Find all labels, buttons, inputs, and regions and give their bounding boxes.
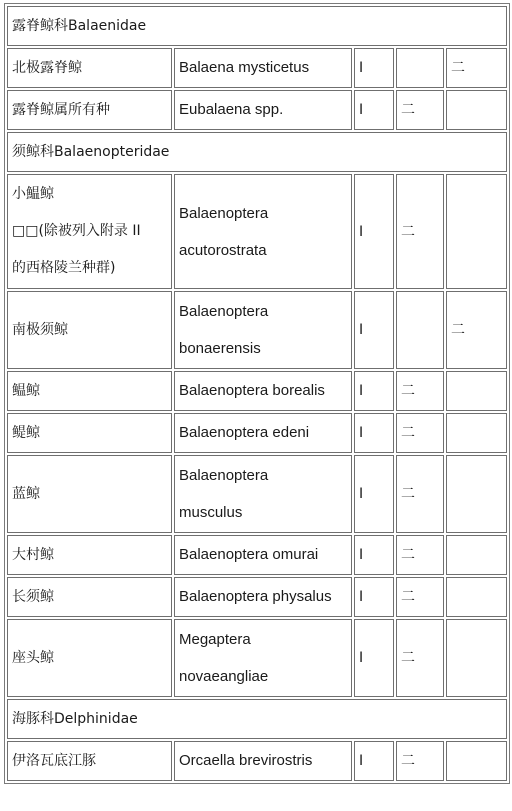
scientific-name-line: Balaenoptera physalus: [179, 588, 332, 605]
scientific-name-cell: [174, 577, 352, 617]
scientific-name-line: Balaenoptera omurai: [179, 546, 319, 563]
appendix-cell: I: [354, 413, 394, 453]
chinese-name-cell: [7, 371, 172, 411]
protection-level-cell: 二: [446, 48, 507, 88]
chinese-name-line: 鳀鲸: [12, 425, 40, 441]
scientific-name-line: acutorostrata: [179, 241, 267, 259]
family-heading: 须鲸科Balaenopteridae: [7, 132, 507, 172]
protection-level-cell: [446, 619, 507, 697]
appendix-cell: I: [354, 619, 394, 697]
scientific-name-line: novaeangliae: [179, 668, 269, 685]
protection-level-cell: [446, 174, 507, 289]
scientific-name-cell: [174, 48, 352, 88]
scientific-name-line: Balaenoptera: [179, 467, 269, 484]
scientific-name-line: musculus: [179, 504, 243, 521]
family-row: [7, 699, 507, 739]
species-row: [7, 371, 507, 411]
protection-level-cell: 二: [396, 577, 444, 617]
chinese-name-line: 南极须鲸: [12, 321, 68, 338]
chinese-name-line: 蓝鲸: [12, 485, 40, 502]
species-row: [7, 619, 507, 697]
chinese-name-cell: [7, 48, 172, 88]
scientific-name-cell: [174, 174, 352, 289]
appendix-cell: I: [354, 577, 394, 617]
species-row: [7, 174, 507, 289]
scientific-name-cell: [174, 455, 352, 533]
scientific-name-line: Balaenoptera edeni: [179, 424, 310, 441]
species-row: [7, 90, 507, 130]
species-table-body: [7, 6, 507, 781]
chinese-name-line: □□(除被列入附录 II: [12, 223, 141, 239]
protection-level-cell: 二: [396, 371, 444, 411]
appendix-cell: I: [354, 90, 394, 130]
family-heading: 海豚科Delphinidae: [7, 699, 507, 739]
scientific-name-cell: [174, 741, 352, 781]
scientific-name-line: Orcaella brevirostris: [179, 752, 313, 769]
scientific-name-cell: [174, 90, 352, 130]
protection-level-cell: [446, 371, 507, 411]
scientific-name-cell: [174, 291, 352, 369]
chinese-name-line: 伊洛瓦底江豚: [12, 753, 96, 769]
scientific-name-line: Balaena mysticetus: [179, 59, 310, 76]
species-row: [7, 741, 507, 781]
scientific-name-line: Megaptera: [179, 631, 251, 648]
scientific-name-line: bonaerensis: [179, 340, 261, 357]
protection-level-cell: [446, 455, 507, 533]
scientific-name-cell: [174, 619, 352, 697]
chinese-name-cell: [7, 619, 172, 697]
appendix-cell: I: [354, 174, 394, 289]
protection-level-cell: 二: [396, 455, 444, 533]
protection-level-cell: 二: [396, 90, 444, 130]
chinese-name-cell: [7, 535, 172, 575]
chinese-name-cell: [7, 413, 172, 453]
protection-level-cell: [446, 535, 507, 575]
species-row: [7, 455, 507, 533]
family-row: [7, 132, 507, 172]
chinese-name-line: 北极露脊鲸: [12, 60, 82, 76]
protection-level-cell: [396, 291, 444, 369]
species-table: [4, 3, 510, 784]
protection-level-cell: [446, 90, 507, 130]
appendix-cell: I: [354, 455, 394, 533]
chinese-name-line: 鳁鲸: [12, 383, 40, 399]
species-row: [7, 577, 507, 617]
scientific-name-line: Balaenoptera: [179, 303, 269, 320]
chinese-name-line: 座头鲸: [12, 649, 54, 666]
protection-level-cell: [446, 413, 507, 453]
chinese-name-line: 的西格陵兰种群): [12, 260, 116, 276]
scientific-name-line: Eubalaena spp.: [179, 101, 284, 118]
appendix-cell: I: [354, 371, 394, 411]
species-row: [7, 291, 507, 369]
species-row: [7, 535, 507, 575]
chinese-name-cell: [7, 90, 172, 130]
appendix-cell: I: [354, 291, 394, 369]
protection-level-cell: [446, 577, 507, 617]
scientific-name-line: Balaenoptera: [179, 204, 269, 222]
family-heading: 露脊鲸科Balaenidae: [7, 6, 507, 46]
family-row: [7, 6, 507, 46]
chinese-name-line: 大村鲸: [12, 547, 54, 563]
chinese-name-cell: [7, 291, 172, 369]
chinese-name-cell: [7, 174, 172, 289]
protection-level-cell: 二: [396, 619, 444, 697]
document-page: [4, 3, 510, 784]
chinese-name-cell: [7, 741, 172, 781]
protection-level-cell: [396, 48, 444, 88]
protection-level-cell: 二: [396, 413, 444, 453]
species-row: [7, 413, 507, 453]
appendix-cell: I: [354, 741, 394, 781]
protection-level-cell: 二: [446, 291, 507, 369]
protection-level-cell: 二: [396, 174, 444, 289]
protection-level-cell: 二: [396, 535, 444, 575]
scientific-name-cell: [174, 535, 352, 575]
chinese-name-cell: [7, 455, 172, 533]
species-row: [7, 48, 507, 88]
chinese-name-line: 小鰛鲸: [12, 186, 54, 202]
chinese-name-cell: [7, 577, 172, 617]
scientific-name-cell: [174, 371, 352, 411]
protection-level-cell: 二: [396, 741, 444, 781]
appendix-cell: I: [354, 48, 394, 88]
appendix-cell: I: [354, 535, 394, 575]
scientific-name-cell: [174, 413, 352, 453]
chinese-name-line: 长须鲸: [12, 589, 54, 605]
protection-level-cell: [446, 741, 507, 781]
chinese-name-line: 露脊鲸属所有种: [12, 102, 110, 118]
scientific-name-line: Balaenoptera borealis: [179, 382, 325, 399]
